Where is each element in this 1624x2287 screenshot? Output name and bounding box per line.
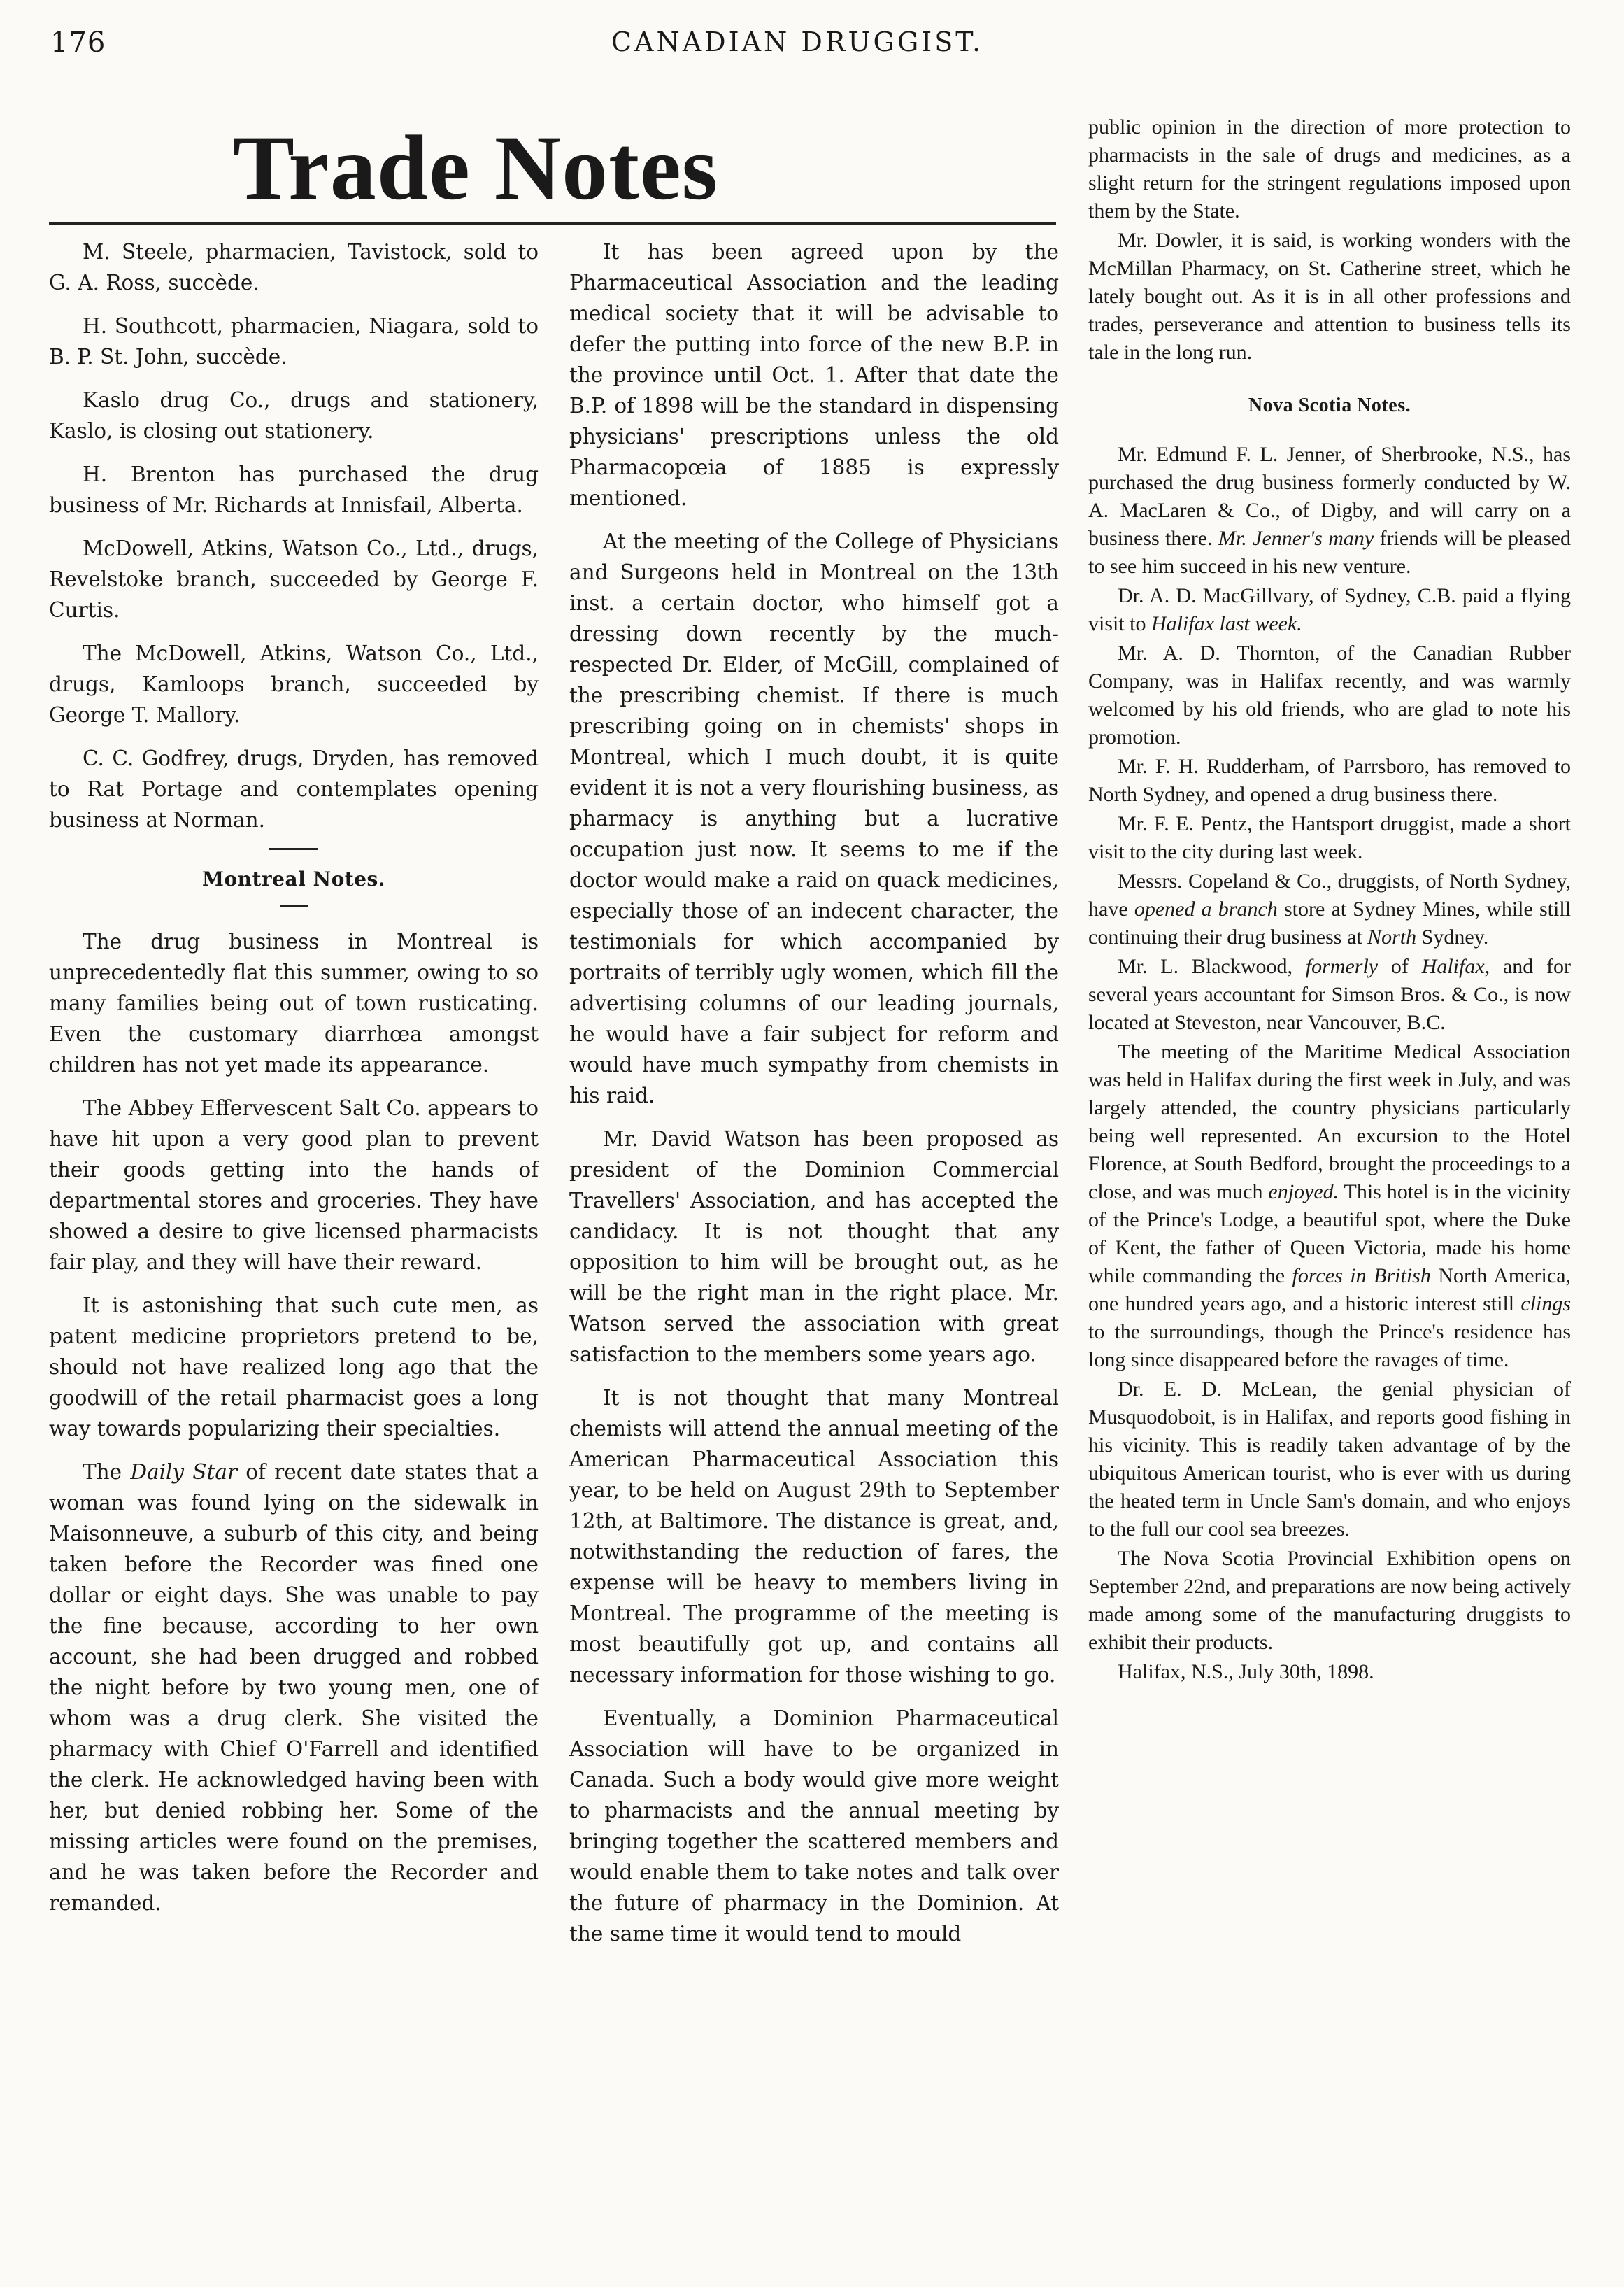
section-divider: [269, 848, 318, 850]
montreal-note: It has been agreed upon by the Pharmaceutical Association and the leading medical society that it will be advisable to defer the putting into force of the new B.P. in the province until Oct. 1. After that date the B.P. of 1898 will be the standard in dispensing physicians' prescriptions unless the old Pharmacopœia of 1885 is expressly mentioned.: [569, 240, 1059, 510]
nova-scotia-note: Messrs. Copeland & Co., druggists, of North Sydney, have opened a branch store at Sydney Mines, while still continuing their drug business at North Sydney.: [1088, 870, 1571, 949]
trade-note: H. Southcott, pharmacien, Niagara, sold to B. P. St. John, succède.: [49, 314, 539, 369]
nova-scotia-note: Dr. A. D. MacGillvary, of Sydney, C.B. paid a flying visit to Halifax last week.: [1088, 584, 1571, 635]
nova-scotia-note: The Nova Scotia Provincial Exhibition opens on September 22nd, and preparations are now being actively made among some of the manufacturing druggists to exhibit their products.: [1088, 1547, 1571, 1654]
running-head: CANADIAN DRUGGIST.: [611, 27, 984, 57]
trade-note: C. C. Godfrey, drugs, Dryden, has removed to Rat Portage and contemplates opening business at Norman.: [49, 746, 539, 832]
nova-scotia-note: Dr. E. D. McLean, the genial physician of Musquodoboit, is in Halifax, and reports good fishing in his vicinity. This is readily taken advantage of by the ubiquitous American tourist, who is ever with us during the heated term in Uncle Sam's domain, and who enjoys to the full our cool sea breezes.: [1088, 1378, 1571, 1541]
title-rule: [49, 222, 1056, 225]
nova-scotia-note: Mr. A. D. Thornton, of the Canadian Rubber Company, was in Halifax recently, and was warmly welcomed by his old friends, who are glad to note his promotion.: [1088, 642, 1571, 749]
trade-note: The McDowell, Atkins, Watson Co., Ltd., drugs, Kamloops branch, succeeded by George T. Mallory.: [49, 642, 539, 727]
montreal-note: It is not thought that many Montreal chemists will attend the annual meeting of the American Pharmaceutical Association this year, to be held on August 29th to September 12th, at Baltimore. The distance is great, and, notwithstanding the reduction of fares, the expense will be heavy to members living in Montreal. The programme of the meeting is most beautifully got up, and contains all necessary information for those wishing to go.: [569, 1386, 1059, 1687]
montreal-note: It is astonishing that such cute men, as patent medicine proprietors pretend to be, should not have realized long ago that the goodwill of the retail pharmacist goes a long way towards popularizing their specialties.: [49, 1294, 539, 1440]
nova-scotia-note: The meeting of the Maritime Medical Association was held in Halifax during the first week in July, and was largely attended, the country physicians particularly being well represented. An excursion to the Hotel Florence, at South Bedford, brought the proceedings to a close, and was much enjoyed. This hotel is in the vicinity of the Prince's Lodge, a beautiful spot, where the Duke of Kent, the father of Queen Victoria, made his home while commanding the forces in British North America, one hundred years ago, and a historic interest still clings to the surroundings, though the Prince's residence has long since disappeared before the ravages of time.: [1088, 1040, 1571, 1371]
trade-note: H. Brenton has purchased the drug business of Mr. Richards at Innisfail, Alberta.: [49, 462, 539, 517]
nova-scotia-note: Mr. F. H. Rudderham, of Parrsboro, has removed to North Sydney, and opened a drug business there.: [1088, 755, 1571, 806]
newspaper-name: Daily Star: [130, 1460, 238, 1484]
dateline: Halifax, N.S., July 30th, 1898.: [1118, 1660, 1374, 1683]
nova-scotia-note: Mr. F. E. Pentz, the Hantsport druggist, made a short visit to the city during last week.: [1088, 812, 1571, 863]
trade-note: M. Steele, pharmacien, Tavistock, sold to G. A. Ross, succède.: [49, 240, 539, 295]
section-heading-nova-scotia: Nova Scotia Notes.: [1248, 395, 1411, 416]
montreal-note: At the meeting of the College of Physicians and Surgeons held in Montreal on the 13th inst. a certain doctor, who himself got a dressing down recently by the much-respected Dr. Elder, of McGill, complained of the prescribing chemist. If there is much prescribing going on in chemists' shops in Montreal, which I much doubt, it is quite evident it is not a very flourishing business, as pharmacy is anything but a lucrative occupation just now. It seems to me if the doctor would make a raid on quack medicines, especially those of an indecent character, the testimonials for which accompanied by portraits of terribly ugly women, which fill the advertising columns of our leading journals, he would have a fair subject for reform and would have much sympathy from chemists in his raid.: [569, 530, 1059, 1107]
column-3: [1088, 113, 1571, 2254]
montreal-note: The drug business in Montreal is unprecedentedly flat this summer, owing to so many families being out of town rusticating. Even the customary diarrhœa amongst children has not yet made its appearance.: [49, 930, 539, 1077]
montreal-note: The Abbey Effervescent Salt Co. appears to have hit upon a very good plan to prevent their goods getting into the hands of departmental stores and groceries. They have showed a desire to give licensed pharmacists fair play, and they will have their reward.: [49, 1096, 539, 1274]
column-2: [569, 236, 1059, 2251]
montreal-note: Eventually, a Dominion Pharmaceutical Association will have to be organized in Canada. Such a body would give more weight to pharmacists and the annual meeting by bringing together the scattered members and would enable them to take notes and talk over the future of pharmacy in the Dominion. At the same time it would tend to mould: [569, 1706, 1059, 1946]
montreal-note: Mr. Dowler, it is said, is working wonders with the McMillan Pharmacy, on St. Catherine street, which he lately bought out. As it is in all other professions and trades, perseverance and attention to business tells its tale in the long run.: [1088, 229, 1571, 364]
nova-scotia-note: Mr. L. Blackwood, formerly of Halifax, and for several years accountant for Simson Bros. & Co., is now located at Steveston, near Vancouver, B.C.: [1088, 955, 1571, 1034]
heading-underline: [280, 905, 308, 907]
montreal-note-continued: public opinion in the direction of more protection to pharmacists in the sale of drugs and medicines, as a slight return for the stringent regulations imposed upon them by the State.: [1088, 115, 1571, 222]
nova-scotia-note: Mr. Edmund F. L. Jenner, of Sherbrooke, N.S., has purchased the drug business formerly conducted by W. A. MacLaren & Co., of Digby, and will carry on a business there. Mr. Jenner's many friends will be pleased to see him succeed in his new venture.: [1088, 443, 1571, 578]
column-1: [49, 236, 539, 2251]
section-heading-montreal: Montreal Notes.: [201, 868, 386, 891]
montreal-note: The Daily Star of recent date states that a woman was found lying on the sidewalk in Maisonneuve, a suburb of this city, and being taken before the Recorder was fined one dollar or eight days. She was unable to pay the fine because, according to her own account, she had been drugged and robbed the night before by two young men, one of whom was a drug clerk. She visited the pharmacy with Chief O'Farrell and identified the clerk. He acknowledged having been with her, but denied robbing her. Some of the missing articles were found on the premises, and he was taken before the Recorder and remanded.: [49, 1460, 539, 1915]
trade-note: Kaslo drug Co., drugs and stationery, Kaslo, is closing out stationery.: [49, 388, 539, 443]
page-title: Trade Notes: [232, 116, 719, 219]
trade-note: McDowell, Atkins, Watson Co., Ltd., drugs, Revelstoke branch, succeeded by George F. Curtis.: [49, 537, 539, 622]
montreal-note: Mr. David Watson has been proposed as president of the Dominion Commercial Travellers' Association, and has accepted the candidacy. It is not thought that any opposition to him will be brought out, as he will be the right man in the right place. Mr. Watson served the association with great satisfaction to the members some years ago.: [569, 1127, 1059, 1366]
page-number: 176: [50, 27, 106, 59]
